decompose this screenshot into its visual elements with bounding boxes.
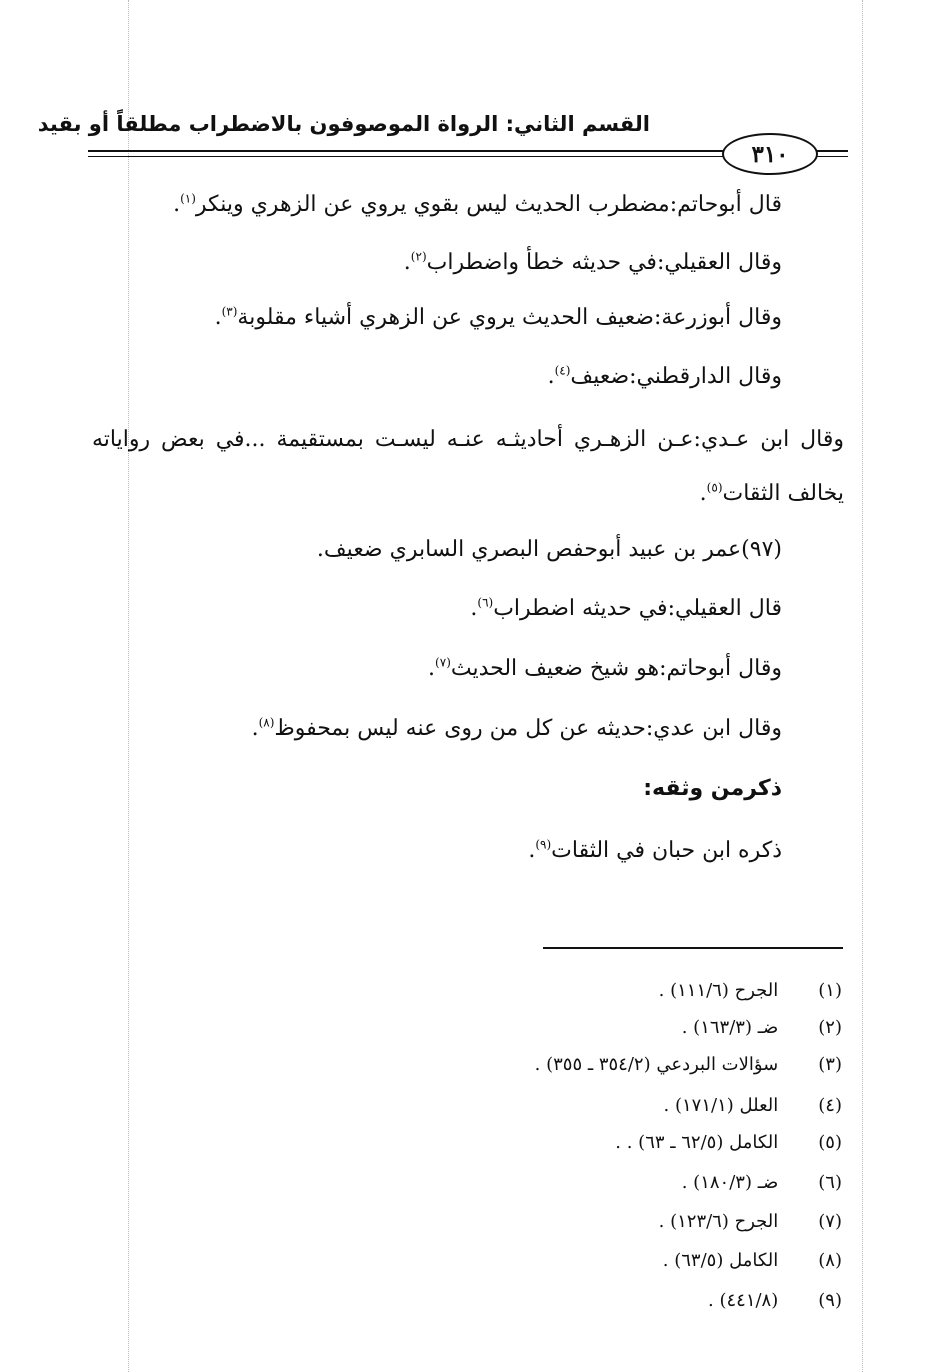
footnote-ref: (٦) [477, 595, 494, 610]
header-rule-top [88, 150, 724, 152]
section-heading: ذكرمن وثقه: [643, 776, 782, 801]
footnote-6: (٦) ضـ (١٨٠/٣) . [681, 1172, 842, 1193]
paragraph-1: قال أبوحاتم:مضطرب الحديث ليس بقوي يروي عن الزهري وينكر$^{(١)}$. [173, 191, 782, 217]
paragraph-8: وقال ابن عدي:حديثه عن كل من روى عنه ليس بمحفوظ$^{(٨)}$. [251, 715, 782, 741]
footnote-ref: (٤) [554, 363, 571, 378]
footnote-ref: (٧) [435, 655, 451, 670]
footnote-ref: (٨) [258, 715, 275, 730]
header-rule-bottom [88, 156, 724, 157]
footnote-ref: (١) [180, 191, 196, 206]
paragraph-7: وقال أبوحاتم:هو شيخ ضعيف الحديث$^{(٧)}$. [428, 655, 782, 681]
page-number: ٣١٠ [722, 133, 818, 175]
paragraph-5: وقال ابن عـدي:عـن الزهـري أحاديثـه عنـه ليسـت بمستقيمة ...في بعض رواياته يخالف الثقات$^{(٥)}$. [92, 427, 845, 506]
footnote-8: (٨) الكامل (٦٣/٥) . [662, 1250, 842, 1271]
paragraph-4: وقال الدارقطني:ضعيف$^{(٤)}$. [547, 363, 782, 389]
footnote-ref: (٣) [221, 304, 238, 319]
footnote-ref: (٥) [706, 480, 723, 495]
header-rule-right-top [814, 150, 848, 152]
footnote-7: (٧) الجرح (١٢٣/٦) . [658, 1211, 842, 1232]
running-header-title: القسم الثاني: الرواة الموصوفون بالاضطراب مطلقاً أو بقيد [37, 112, 650, 136]
footnote-2: (٢) ضـ (١٦٣/٣) . [681, 1017, 842, 1038]
paragraph-3: وقال أبوزرعة:ضعيف الحديث يروي عن الزهري أشياء مقلوبة$^{(٣)}$. [214, 304, 782, 330]
scan-margin-line [862, 0, 863, 1372]
footnote-4: (٤) العلل (١٧١/١) . [663, 1095, 842, 1116]
narrator-entry-97: (٩٧)عمر بن عبيد أبوحفص البصري السابري ضعيف. [316, 537, 782, 562]
footnote-5: (٥) الكامل (٦٢/٥ ـ ٦٣) . . [615, 1132, 842, 1153]
footnote-separator [543, 947, 843, 949]
footnote-9: (٩) (٤٤١/٨) . [708, 1290, 842, 1311]
footnote-ref: (٢) [410, 249, 427, 264]
paragraph-9: ذكره ابن حبان في الثقات$^{(٩)}$. [528, 837, 782, 863]
footnote-1: (١) الجرح (١١١/٦) . [658, 980, 842, 1001]
footnote-ref: (٩) [535, 837, 552, 852]
footnote-3: (٣) سؤالات البردعي (٣٥٤/٢ ـ ٣٥٥) . [534, 1054, 842, 1075]
header-rule-right-bottom [814, 156, 848, 157]
paragraph-6: قال العقيلي:في حديثه اضطراب$^{(٦)}$. [470, 595, 782, 621]
paragraph-2: وقال العقيلي:في حديثه خطأ واضطراب$^{(٢)}$. [403, 249, 782, 275]
